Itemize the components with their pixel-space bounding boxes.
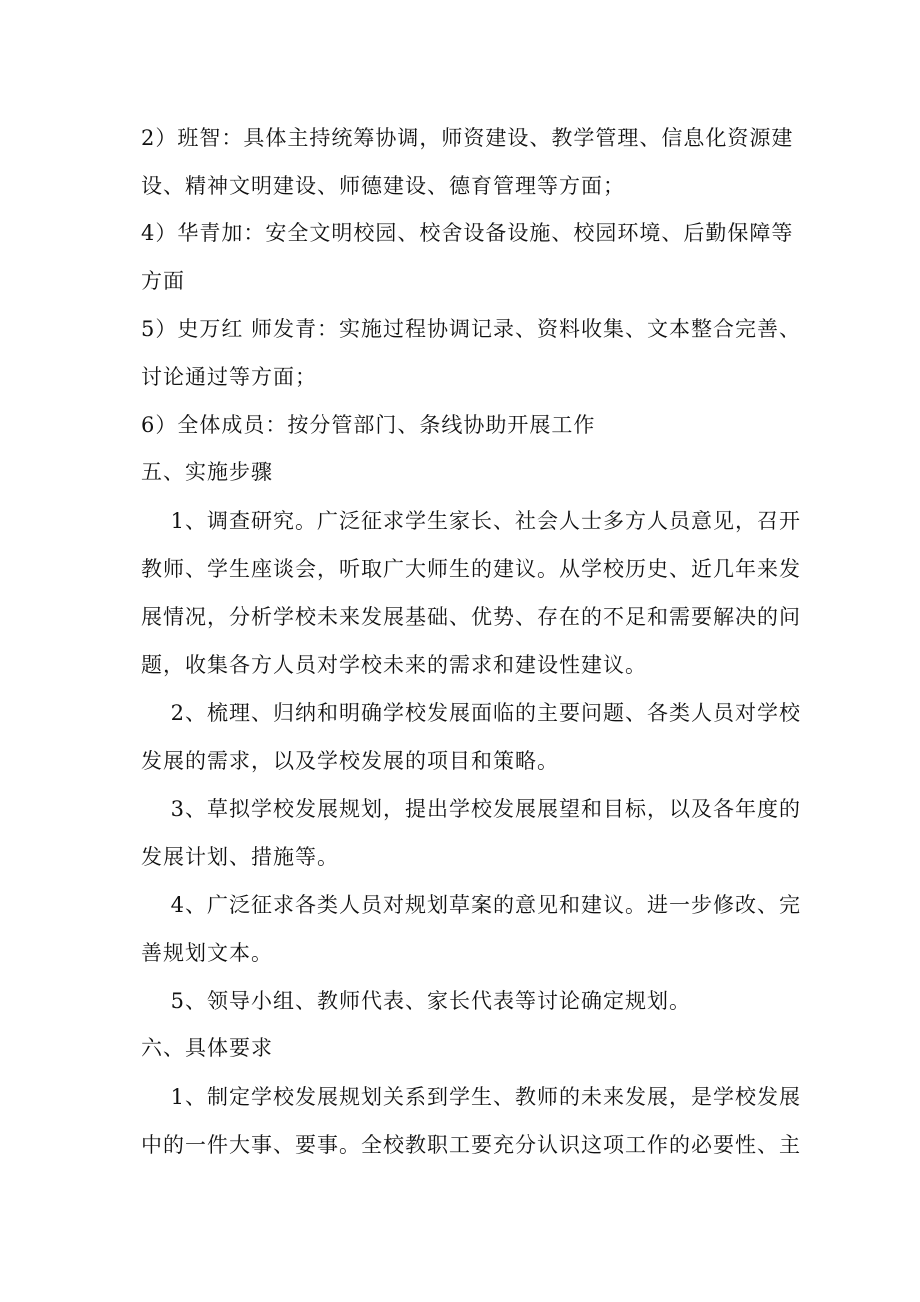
text-line: 6）全体成员：按分管部门、条线协助开展工作 bbox=[141, 413, 596, 437]
text-line: 题，收集各方人员对学校未来的需求和建设性建议。 bbox=[141, 653, 647, 677]
text-line: 展情况，分析学校未来发展基础、优势、存在的不足和需要解决的问 bbox=[141, 605, 801, 629]
text-line: 发展的需求，以及学校发展的项目和策略。 bbox=[141, 749, 559, 773]
text-line: 5、领导小组、教师代表、家长代表等讨论确定规划。 bbox=[141, 989, 692, 1013]
text-line: 设、精神文明建设、师德建设、德育管理等方面； bbox=[141, 174, 625, 198]
section-heading: 六、具体要求 bbox=[141, 1036, 273, 1060]
text-line: 讨论通过等方面； bbox=[141, 365, 317, 389]
text-line: 中的一件大事、要事。全校教职工要充分认识这项工作的必要性、主 bbox=[141, 1133, 801, 1157]
text-line: 1、调查研究。广泛征求学生家长、社会人士多方人员意见，召开 bbox=[141, 509, 802, 533]
text-line: 4、广泛征求各类人员对规划草案的意见和建议。进一步修改、完 bbox=[141, 893, 802, 917]
text-line: 5）史万红 师发青：实施过程协调记录、资料收集、文本整合完善、 bbox=[141, 317, 802, 341]
section-heading: 五、实施步骤 bbox=[141, 460, 273, 484]
text-line: 3、草拟学校发展规划，提出学校发展展望和目标，以及各年度的 bbox=[141, 797, 802, 821]
text-line: 2、梳理、归纳和明确学校发展面临的主要问题、各类人员对学校 bbox=[141, 701, 802, 725]
text-line: 教师、学生座谈会，听取广大师生的建议。从学校历史、近几年来发 bbox=[141, 557, 801, 581]
text-line: 4）华青加：安全文明校园、校舍设备设施、校园环境、后勤保障等 bbox=[141, 221, 794, 245]
text-line: 1、制定学校发展规划关系到学生、教师的未来发展，是学校发展 bbox=[141, 1085, 802, 1109]
text-line: 2）班智：具体主持统筹协调，师资建设、教学管理、信息化资源建 bbox=[141, 126, 794, 150]
text-line: 善规划文本。 bbox=[141, 941, 273, 965]
text-line: 发展计划、措施等。 bbox=[141, 845, 339, 869]
text-line: 方面 bbox=[141, 269, 185, 293]
